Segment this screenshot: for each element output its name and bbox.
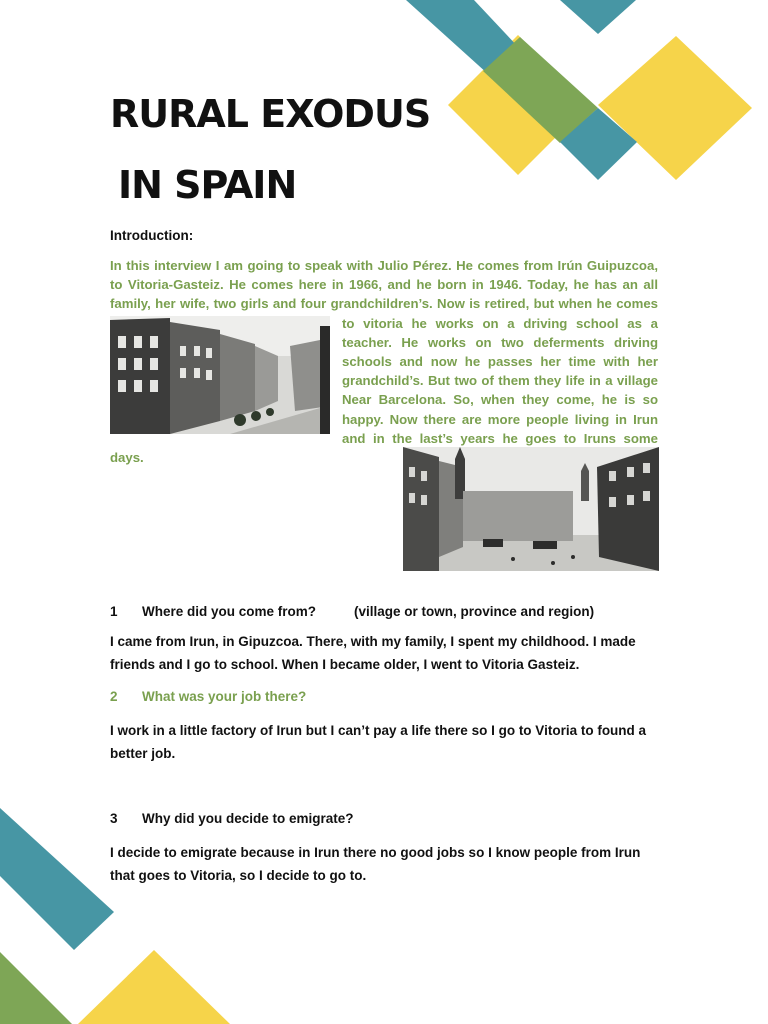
answer-1: I came from Irun, in Gipuzcoa. There, with my family, I spent my childhood. I made friends and I go to school. When I became older, I went to Vitoria Gasteiz.: [110, 634, 636, 672]
deco-teal-bar-bottom: [0, 808, 114, 950]
question-1: [110, 604, 594, 619]
deco-yellow-triangle: [78, 950, 230, 1024]
deco-green-triangle: [0, 952, 72, 1024]
question-2-text: What was your job there?: [142, 689, 307, 704]
intro-text-part2: to vitoria he works on a driving school as a teacher. He works on two deferments driving schools and now he passes her time with her grandchild’s. But two of them they life in a village Near Barcelona. So, when they come, he is so happy. Now there are more people living in Irun and in the last’s years he goes to Iruns some days.: [110, 315, 658, 466]
question-2-number: 2: [110, 689, 118, 704]
question-1-hint: (village or town, province and region): [354, 604, 595, 619]
intro-text-part1: In this interview I am going to speak with Julio Pérez. He comes from Irún Guipuzcoa, to Vitoria-Gasteiz. He comes here in 1966, and he born in 1946. Today, he has an all family, her wife, two girls and four grandchildren’s. Now is retired, but when he comes: [110, 258, 658, 312]
question-3-number: 3: [110, 811, 118, 826]
question-1-number: 1: [110, 604, 118, 619]
street-photo: [110, 316, 330, 434]
answer-2: I work in a little factory of Irun but I can’t pay a life there so I go to Vitoria to found a better job.: [110, 723, 647, 761]
question-3: [110, 811, 354, 826]
introduction-text: [110, 256, 658, 467]
deco-yellow-diamond-right: [598, 36, 752, 180]
page-title-line2: IN SPAIN: [118, 163, 297, 207]
question-1-text: Where did you come from?: [142, 604, 317, 619]
page-title-line1: RURAL EXODUS: [110, 92, 431, 136]
answer-3: I decide to emigrate because in Irun there no good jobs so I know people from Irun that goes to Vitoria, so I decide to go to.: [110, 845, 641, 883]
introduction-label: Introduction:: [110, 228, 194, 243]
question-3-text: Why did you decide to emigrate?: [142, 811, 354, 826]
deco-teal-corner: [560, 0, 636, 34]
plaza-photo: [403, 447, 659, 571]
question-2: [110, 689, 306, 704]
